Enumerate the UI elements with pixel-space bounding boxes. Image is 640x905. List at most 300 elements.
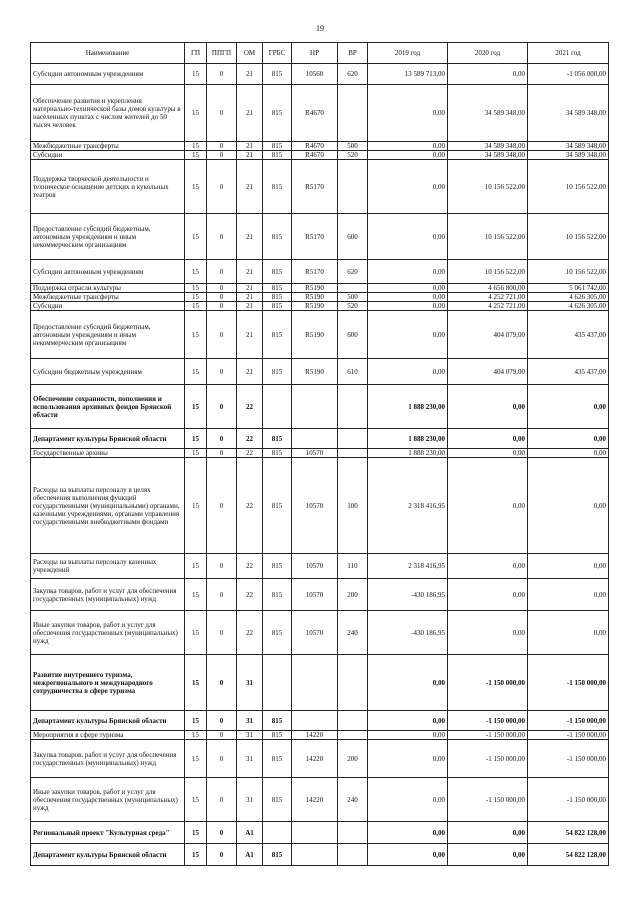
cell-vr: 620 <box>338 260 368 284</box>
cell-grbs <box>263 655 292 711</box>
cell-name: Субсидии <box>31 302 185 311</box>
cell-grbs: 815 <box>263 844 292 866</box>
cell-2020: 4 252 721,00 <box>448 302 528 311</box>
cell-grbs: 815 <box>263 64 292 85</box>
cell-2020: 0,00 <box>448 844 528 866</box>
cell-om: 21 <box>237 142 263 151</box>
cell-grbs: 815 <box>263 302 292 311</box>
header-gp: ГП <box>185 43 207 64</box>
cell-ppgp: 0 <box>207 740 237 778</box>
cell-nr: R5170 <box>292 214 338 260</box>
cell-name: Иные закупки товаров, работ и услуг для обеспечения государственных (муниципальных) нужд <box>31 611 185 655</box>
cell-gp: 15 <box>185 740 207 778</box>
table-row <box>31 844 609 866</box>
cell-2019: 2 318 416,95 <box>368 554 448 579</box>
cell-name: Расходы на выплаты персоналу в целях обеспечения выполнения функций государственными (муниципальными) органами, казенными учреждениями, органами управления государственными внебюджетными фондами <box>31 458 185 554</box>
header-om: ОМ <box>237 43 263 64</box>
cell-gp: 15 <box>185 151 207 160</box>
cell-gp: 15 <box>185 711 207 731</box>
table-row <box>31 214 609 260</box>
cell-2020: 0,00 <box>448 385 528 429</box>
cell-gp: 15 <box>185 142 207 151</box>
cell-2020: 10 156 522,00 <box>448 214 528 260</box>
cell-2021: -1 150 000,00 <box>528 740 609 778</box>
cell-2021: 4 626 305,00 <box>528 302 609 311</box>
cell-nr: R5170 <box>292 260 338 284</box>
cell-gp: 15 <box>185 731 207 740</box>
cell-ppgp: 0 <box>207 64 237 85</box>
cell-gp: 15 <box>185 311 207 359</box>
table-row <box>31 822 609 844</box>
cell-vr: 200 <box>338 740 368 778</box>
table-row <box>31 655 609 711</box>
cell-2020: -1 150 000,00 <box>448 731 528 740</box>
table-row <box>31 311 609 359</box>
table-row <box>31 731 609 740</box>
header-2020: 2020 год <box>448 43 528 64</box>
cell-2019: 0,00 <box>368 731 448 740</box>
cell-2020: 34 589 348,00 <box>448 142 528 151</box>
cell-nr <box>292 711 338 731</box>
cell-om: 21 <box>237 311 263 359</box>
cell-name: Обеспечение развития и укрепления материально-технической базы домов культуры в населенных пунктах с числом жителей до 50 тысяч человек <box>31 85 185 142</box>
cell-gp: 15 <box>185 449 207 458</box>
cell-name: Субсидии автономным учреждениям <box>31 64 185 85</box>
cell-nr: 10560 <box>292 64 338 85</box>
cell-vr: 500 <box>338 293 368 302</box>
table-row <box>31 151 609 160</box>
table-row <box>31 449 609 458</box>
cell-nr: R5190 <box>292 293 338 302</box>
cell-2021: 10 156 522,00 <box>528 260 609 284</box>
cell-ppgp: 0 <box>207 458 237 554</box>
cell-name: Поддержка творческой деятельности и техническое оснащение детских и кукольных театров <box>31 160 185 214</box>
cell-ppgp: 0 <box>207 611 237 655</box>
cell-2019: 0,00 <box>368 778 448 822</box>
table-row <box>31 554 609 579</box>
cell-2019: 0,00 <box>368 740 448 778</box>
cell-2020: 10 156 522,00 <box>448 160 528 214</box>
cell-vr: 620 <box>338 64 368 85</box>
cell-2020: 34 589 348,00 <box>448 85 528 142</box>
cell-2019: 0,00 <box>368 302 448 311</box>
cell-om: 22 <box>237 611 263 655</box>
cell-om: 21 <box>237 151 263 160</box>
cell-grbs: 815 <box>263 579 292 611</box>
cell-2021: 54 822 128,00 <box>528 844 609 866</box>
cell-grbs: 815 <box>263 611 292 655</box>
cell-om: 22 <box>237 554 263 579</box>
cell-nr: 10570 <box>292 554 338 579</box>
cell-2019: 0,00 <box>368 160 448 214</box>
cell-2021: -1 150 000,00 <box>528 711 609 731</box>
header-name: Наименование <box>31 43 185 64</box>
cell-ppgp: 0 <box>207 778 237 822</box>
cell-name: Закупка товаров, работ и услуг для обеспечения государственных (муниципальных) нужд <box>31 579 185 611</box>
table-row <box>31 385 609 429</box>
cell-nr: R4670 <box>292 151 338 160</box>
cell-nr: 14220 <box>292 731 338 740</box>
cell-om: 31 <box>237 740 263 778</box>
cell-nr: 10570 <box>292 611 338 655</box>
cell-om: 21 <box>237 293 263 302</box>
cell-om: 31 <box>237 655 263 711</box>
cell-2019: -430 186,95 <box>368 611 448 655</box>
cell-grbs: 815 <box>263 711 292 731</box>
cell-2019: 0,00 <box>368 711 448 731</box>
cell-nr: R5190 <box>292 311 338 359</box>
cell-name: Расходы на выплаты персоналу казенных учреждений <box>31 554 185 579</box>
cell-grbs: 815 <box>263 311 292 359</box>
cell-2019: 2 318 416,95 <box>368 458 448 554</box>
header-2021: 2021 год <box>528 43 609 64</box>
cell-gp: 15 <box>185 359 207 385</box>
cell-2019: 0,00 <box>368 655 448 711</box>
cell-gp: 15 <box>185 611 207 655</box>
table-row <box>31 142 609 151</box>
cell-vr: 500 <box>338 142 368 151</box>
cell-nr: 10570 <box>292 449 338 458</box>
cell-ppgp: 0 <box>207 711 237 731</box>
cell-2021: 54 822 128,00 <box>528 822 609 844</box>
cell-2021: 435 437,00 <box>528 359 609 385</box>
cell-name: Субсидии бюджетным учреждениям <box>31 359 185 385</box>
cell-name: Государственные архивы <box>31 449 185 458</box>
cell-2021: 435 437,00 <box>528 311 609 359</box>
header-2019: 2019 год <box>368 43 448 64</box>
cell-2020: -1 150 000,00 <box>448 711 528 731</box>
cell-gp: 15 <box>185 655 207 711</box>
table-row <box>31 611 609 655</box>
cell-ppgp: 0 <box>207 822 237 844</box>
table-row <box>31 85 609 142</box>
cell-2021: 10 156 522,00 <box>528 214 609 260</box>
cell-2020: 404 079,00 <box>448 359 528 385</box>
cell-name: Предоставление субсидий бюджетным, автономным учреждениям и иным некоммерческим организациям <box>31 311 185 359</box>
cell-ppgp: 0 <box>207 151 237 160</box>
cell-om: 31 <box>237 711 263 731</box>
table-row <box>31 293 609 302</box>
cell-2020: 404 079,00 <box>448 311 528 359</box>
cell-vr <box>338 822 368 844</box>
cell-2019: 1 888 230,00 <box>368 385 448 429</box>
cell-gp: 15 <box>185 822 207 844</box>
cell-om: 22 <box>237 579 263 611</box>
cell-om: 22 <box>237 458 263 554</box>
cell-ppgp: 0 <box>207 359 237 385</box>
cell-2020: -1 150 000,00 <box>448 655 528 711</box>
cell-2020: 0,00 <box>448 579 528 611</box>
cell-name: Департамент культуры Брянской области <box>31 711 185 731</box>
cell-name: Субсидии <box>31 151 185 160</box>
cell-2021: -1 150 000,00 <box>528 778 609 822</box>
cell-gp: 15 <box>185 385 207 429</box>
cell-2019: 0,00 <box>368 85 448 142</box>
cell-2021: 34 589 348,00 <box>528 85 609 142</box>
cell-vr: 240 <box>338 611 368 655</box>
cell-gp: 15 <box>185 293 207 302</box>
cell-vr: 200 <box>338 579 368 611</box>
cell-2020: 10 156 522,00 <box>448 260 528 284</box>
table-row <box>31 711 609 731</box>
cell-vr <box>338 429 368 449</box>
cell-2021: 0,00 <box>528 579 609 611</box>
cell-vr <box>338 731 368 740</box>
cell-ppgp: 0 <box>207 655 237 711</box>
header-nr: НР <box>292 43 338 64</box>
cell-2019: 1 888 230,00 <box>368 429 448 449</box>
cell-2020: 0,00 <box>448 458 528 554</box>
cell-grbs: 815 <box>263 449 292 458</box>
cell-gp: 15 <box>185 64 207 85</box>
cell-2021: -1 150 000,00 <box>528 731 609 740</box>
cell-gp: 15 <box>185 579 207 611</box>
table-header <box>31 43 609 64</box>
cell-vr <box>338 449 368 458</box>
cell-name: Межбюджетные трансферты <box>31 142 185 151</box>
cell-nr: 10570 <box>292 458 338 554</box>
cell-ppgp: 0 <box>207 293 237 302</box>
cell-nr: R4670 <box>292 142 338 151</box>
cell-grbs: 815 <box>263 359 292 385</box>
cell-grbs: 815 <box>263 160 292 214</box>
cell-gp: 15 <box>185 214 207 260</box>
header-vr: ВР <box>338 43 368 64</box>
cell-2021: 34 589 348,00 <box>528 142 609 151</box>
table-row <box>31 302 609 311</box>
cell-ppgp: 0 <box>207 429 237 449</box>
cell-nr: R5170 <box>292 160 338 214</box>
cell-nr <box>292 844 338 866</box>
cell-nr: 10570 <box>292 579 338 611</box>
cell-grbs <box>263 385 292 429</box>
cell-vr <box>338 844 368 866</box>
cell-2019: 13 589 713,00 <box>368 64 448 85</box>
budget-table <box>30 42 609 866</box>
cell-ppgp: 0 <box>207 449 237 458</box>
cell-grbs: 815 <box>263 214 292 260</box>
cell-vr: 520 <box>338 151 368 160</box>
cell-2021: 34 589 348,00 <box>528 151 609 160</box>
cell-grbs: 815 <box>263 293 292 302</box>
table-row <box>31 458 609 554</box>
cell-2021: -1 056 000,00 <box>528 64 609 85</box>
cell-ppgp: 0 <box>207 385 237 429</box>
cell-name: Межбюджетные трансферты <box>31 293 185 302</box>
cell-2020: 0,00 <box>448 429 528 449</box>
cell-name: Региональный проект "Культурная среда" <box>31 822 185 844</box>
cell-gp: 15 <box>185 458 207 554</box>
cell-ppgp: 0 <box>207 844 237 866</box>
cell-2020: -1 150 000,00 <box>448 778 528 822</box>
cell-2021: 0,00 <box>528 611 609 655</box>
cell-ppgp: 0 <box>207 260 237 284</box>
cell-gp: 15 <box>185 85 207 142</box>
cell-grbs: 815 <box>263 429 292 449</box>
cell-name: Мероприятия в сфере туризма <box>31 731 185 740</box>
cell-grbs: 815 <box>263 740 292 778</box>
cell-ppgp: 0 <box>207 85 237 142</box>
cell-2019: 0,00 <box>368 359 448 385</box>
cell-2019: 0,00 <box>368 293 448 302</box>
cell-om: 21 <box>237 214 263 260</box>
cell-vr <box>338 711 368 731</box>
header-grbs: ГРБС <box>263 43 292 64</box>
cell-vr <box>338 85 368 142</box>
cell-2019: -430 186,95 <box>368 579 448 611</box>
cell-2021: 4 626 305,00 <box>528 293 609 302</box>
cell-nr: 14220 <box>292 778 338 822</box>
cell-2021: 5 061 742,00 <box>528 284 609 293</box>
cell-nr <box>292 385 338 429</box>
cell-gp: 15 <box>185 260 207 284</box>
cell-gp: 15 <box>185 429 207 449</box>
table-row <box>31 64 609 85</box>
cell-ppgp: 0 <box>207 302 237 311</box>
cell-vr <box>338 655 368 711</box>
cell-om: 21 <box>237 64 263 85</box>
cell-2021: 0,00 <box>528 458 609 554</box>
cell-name: Поддержка отрасли культуры <box>31 284 185 293</box>
cell-ppgp: 0 <box>207 284 237 293</box>
cell-2019: 0,00 <box>368 311 448 359</box>
cell-gp: 15 <box>185 284 207 293</box>
cell-2019: 0,00 <box>368 822 448 844</box>
cell-ppgp: 0 <box>207 160 237 214</box>
cell-2021: 10 156 522,00 <box>528 160 609 214</box>
cell-om: 21 <box>237 260 263 284</box>
cell-2021: 0,00 <box>528 385 609 429</box>
cell-gp: 15 <box>185 778 207 822</box>
cell-nr: R5190 <box>292 359 338 385</box>
cell-vr <box>338 284 368 293</box>
cell-2019: 0,00 <box>368 151 448 160</box>
cell-om: 22 <box>237 385 263 429</box>
cell-name: Предоставление субсидий бюджетным, автономным учреждениям и иным некоммерческим организациям <box>31 214 185 260</box>
cell-nr: R4670 <box>292 85 338 142</box>
cell-2020: 4 656 800,00 <box>448 284 528 293</box>
cell-nr <box>292 822 338 844</box>
cell-vr: 110 <box>338 554 368 579</box>
cell-2020: 0,00 <box>448 64 528 85</box>
cell-om: 21 <box>237 302 263 311</box>
header-ppgp: ППГП <box>207 43 237 64</box>
cell-om: 21 <box>237 284 263 293</box>
cell-nr: R5190 <box>292 302 338 311</box>
cell-2020: 0,00 <box>448 449 528 458</box>
cell-2021: 0,00 <box>528 429 609 449</box>
cell-grbs: 815 <box>263 151 292 160</box>
table-row <box>31 359 609 385</box>
cell-2020: 34 589 348,00 <box>448 151 528 160</box>
cell-grbs: 815 <box>263 731 292 740</box>
cell-2020: 4 252 721,00 <box>448 293 528 302</box>
cell-om: 21 <box>237 359 263 385</box>
cell-grbs: 815 <box>263 284 292 293</box>
cell-name: Закупка товаров, работ и услуг для обеспечения государственных (муниципальных) нужд <box>31 740 185 778</box>
cell-vr: 600 <box>338 214 368 260</box>
cell-vr <box>338 160 368 214</box>
cell-2021: 0,00 <box>528 449 609 458</box>
table-row <box>31 740 609 778</box>
cell-gp: 15 <box>185 302 207 311</box>
cell-vr: 610 <box>338 359 368 385</box>
cell-2020: 0,00 <box>448 611 528 655</box>
cell-grbs: 815 <box>263 554 292 579</box>
cell-grbs: 815 <box>263 778 292 822</box>
cell-nr: R5190 <box>292 284 338 293</box>
cell-name: Обеспечение сохранности, пополнения и использования архивных фондов Брянской области <box>31 385 185 429</box>
cell-name: Субсидии автономным учреждениям <box>31 260 185 284</box>
cell-ppgp: 0 <box>207 142 237 151</box>
cell-gp: 15 <box>185 554 207 579</box>
cell-gp: 15 <box>185 844 207 866</box>
cell-ppgp: 0 <box>207 731 237 740</box>
cell-ppgp: 0 <box>207 579 237 611</box>
cell-2021: -1 150 000,00 <box>528 655 609 711</box>
cell-name: Департамент культуры Брянской области <box>31 429 185 449</box>
cell-name: Развитие внутреннего туризма, межрегионального и международного сотрудничества в сфере туризма <box>31 655 185 711</box>
cell-grbs: 815 <box>263 85 292 142</box>
cell-om: 31 <box>237 731 263 740</box>
cell-name: Иные закупки товаров, работ и услуг для обеспечения государственных (муниципальных) нужд <box>31 778 185 822</box>
cell-om: A1 <box>237 822 263 844</box>
cell-om: 21 <box>237 160 263 214</box>
cell-vr: 600 <box>338 311 368 359</box>
table-body <box>31 64 609 866</box>
cell-grbs: 815 <box>263 260 292 284</box>
cell-vr <box>338 385 368 429</box>
cell-name: Департамент культуры Брянской области <box>31 844 185 866</box>
cell-2019: 0,00 <box>368 142 448 151</box>
page-number: 19 <box>316 24 324 33</box>
cell-grbs: 815 <box>263 458 292 554</box>
cell-vr: 100 <box>338 458 368 554</box>
cell-nr: 14220 <box>292 740 338 778</box>
cell-ppgp: 0 <box>207 311 237 359</box>
cell-2019: 0,00 <box>368 284 448 293</box>
cell-grbs <box>263 822 292 844</box>
table-row <box>31 429 609 449</box>
cell-nr <box>292 429 338 449</box>
cell-om: 22 <box>237 449 263 458</box>
cell-nr <box>292 655 338 711</box>
cell-vr: 240 <box>338 778 368 822</box>
table-row <box>31 778 609 822</box>
cell-2019: 1 888 230,00 <box>368 449 448 458</box>
cell-2019: 0,00 <box>368 214 448 260</box>
cell-om: A1 <box>237 844 263 866</box>
cell-2020: 0,00 <box>448 554 528 579</box>
cell-om: 21 <box>237 85 263 142</box>
cell-vr: 520 <box>338 302 368 311</box>
cell-ppgp: 0 <box>207 214 237 260</box>
cell-om: 31 <box>237 778 263 822</box>
cell-grbs: 815 <box>263 142 292 151</box>
table-row <box>31 160 609 214</box>
cell-2019: 0,00 <box>368 844 448 866</box>
cell-gp: 15 <box>185 160 207 214</box>
table-row <box>31 579 609 611</box>
table-row <box>31 260 609 284</box>
cell-2020: 0,00 <box>448 822 528 844</box>
cell-2020: -1 150 000,00 <box>448 740 528 778</box>
cell-ppgp: 0 <box>207 554 237 579</box>
cell-om: 22 <box>237 429 263 449</box>
cell-2019: 0,00 <box>368 260 448 284</box>
table-row <box>31 284 609 293</box>
cell-2021: 0,00 <box>528 554 609 579</box>
